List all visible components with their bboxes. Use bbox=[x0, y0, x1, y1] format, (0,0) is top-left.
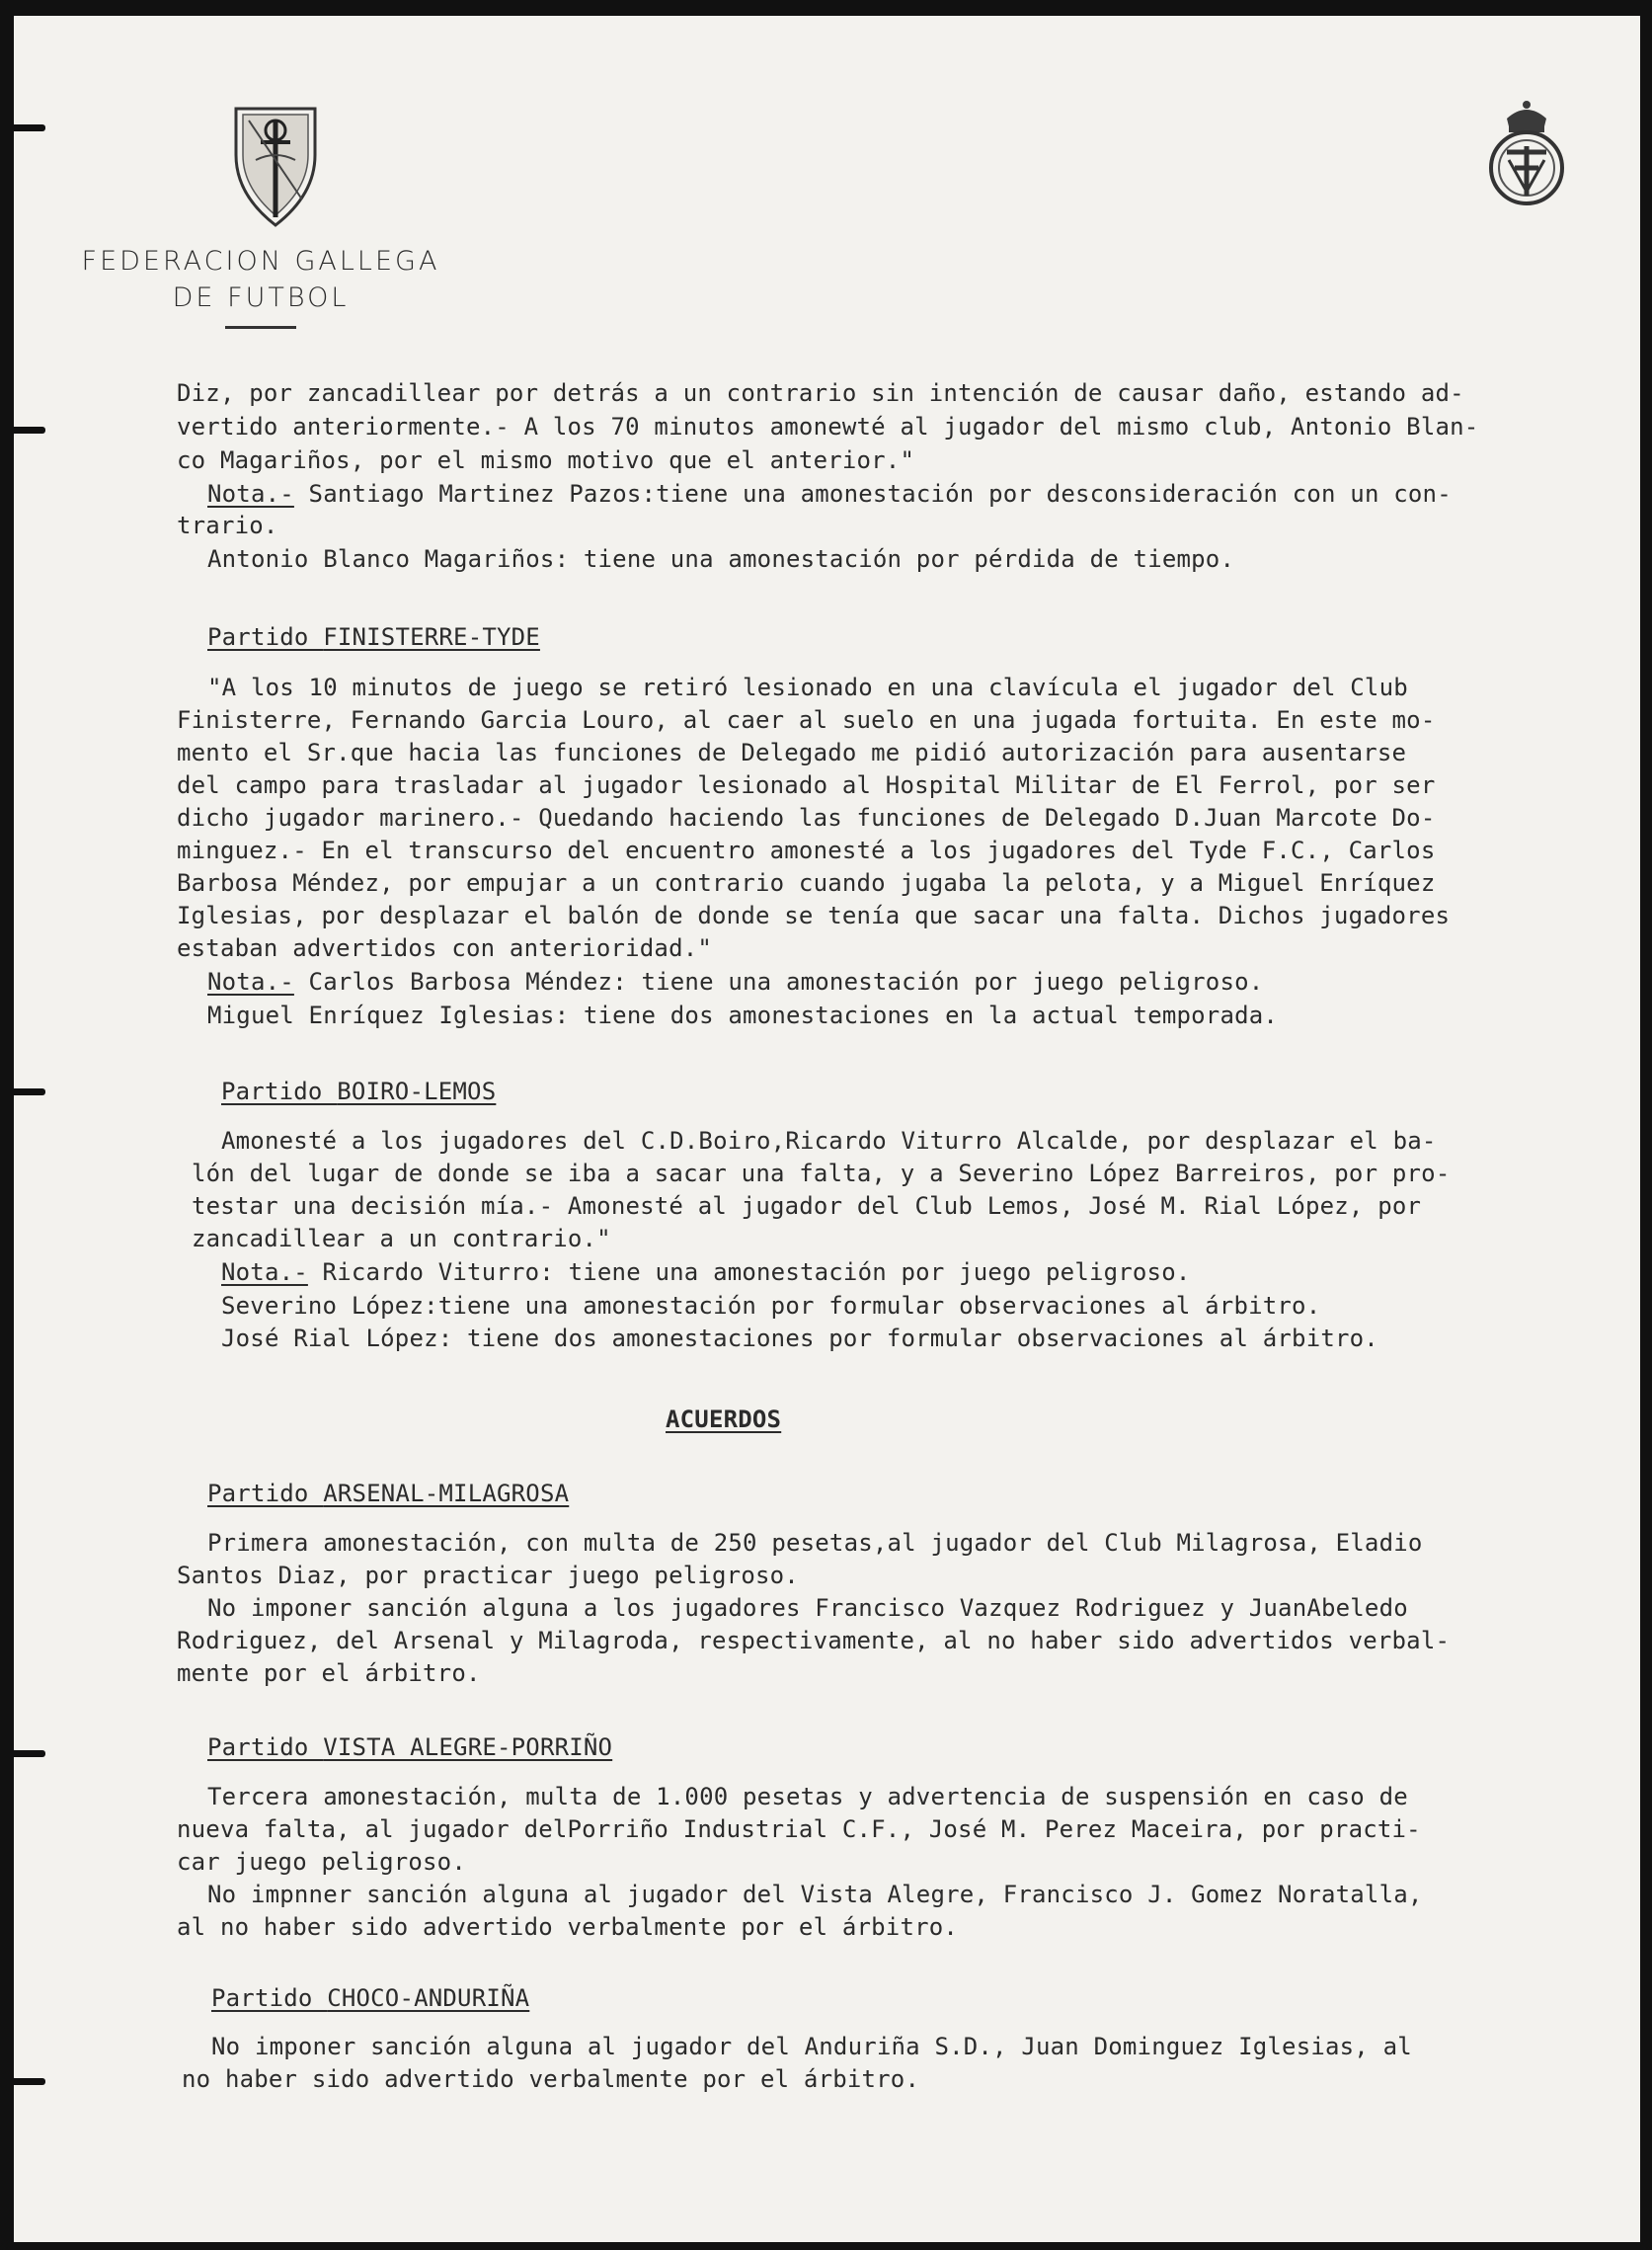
binder-hole-mark bbox=[14, 1750, 45, 1757]
body-line: mento el Sr.que hacia las funciones de Delegado me pidió autorización para ausentarse bbox=[177, 739, 1407, 766]
body-line: nueva falta, al jugador delPorriño Industrial C.F., José M. Perez Maceira, por practi- bbox=[177, 1815, 1421, 1843]
body-line: No impnner sanción alguna al jugador del Vista Alegre, Francisco J. Gomez Noratalla, bbox=[207, 1881, 1423, 1908]
body-line: Iglesias, por desplazar el balón de donde se tenía que sacar una falta. Dichos jugadores bbox=[177, 902, 1451, 929]
match-heading-arsenal-milagrosa bbox=[207, 1478, 569, 1510]
note-line bbox=[207, 966, 1263, 999]
royal-spanish-federation-crest-icon bbox=[1485, 97, 1568, 211]
body-line: del campo para trasladar al jugador lesionado al Hospital Militar de El Ferrol, por ser bbox=[177, 771, 1436, 799]
heading-match-name: BOIRO-LEMOS bbox=[337, 1078, 497, 1105]
body-line: lón del lugar de donde se iba a sacar una falta, y a Severino López Barreiros, por pro- bbox=[192, 1160, 1451, 1187]
federation-name-line1: FEDERACION GALLEGA bbox=[81, 246, 440, 277]
note-text: Santiago Martinez Pazos:tiene una amonestación por desconsideración con un con- bbox=[293, 480, 1452, 508]
note-text: Carlos Barbosa Méndez: tiene una amonestación por juego peligroso. bbox=[293, 968, 1264, 996]
match-heading-choco-andurina bbox=[211, 1982, 529, 2015]
heading-prefix: Partido bbox=[211, 1984, 328, 2012]
note-line bbox=[221, 1256, 1191, 1289]
galician-federation-crest-icon bbox=[231, 101, 320, 229]
note-line: Severino López:tiene una amonestación por formular observaciones al árbitro. bbox=[221, 1292, 1321, 1320]
body-line: Barbosa Méndez, por empujar a un contrario cuando jugaba la pelota, y a Miguel Enríquez bbox=[177, 869, 1436, 897]
body-line: "A los 10 minutos de juego se retiró lesionado en una clavícula el jugador del Club bbox=[207, 674, 1408, 701]
body-line: Santos Diaz, por practicar juego peligroso. bbox=[177, 1562, 799, 1589]
body-line: vertido anteriormente.- A los 70 minutos amonewté al jugador del mismo club, Antonio Blan- bbox=[177, 413, 1479, 441]
heading-match-name: VISTA ALEGRE-PORRIÑO bbox=[323, 1733, 613, 1761]
note-text: Ricardo Viturro: tiene una amonestación por juego peligroso. bbox=[307, 1258, 1191, 1286]
body-line: Finisterre, Fernando Garcia Louro, al caer al suelo en una jugada fortuita. En este mo- bbox=[177, 706, 1436, 734]
heading-prefix: Partido bbox=[221, 1078, 338, 1105]
letterhead bbox=[63, 101, 458, 329]
binder-hole-mark bbox=[14, 427, 45, 434]
body-line: dicho jugador marinero.- Quedando haciendo las funciones de Delegado D.Juan Marcote Do- bbox=[177, 804, 1436, 832]
note-line: trario. bbox=[177, 512, 278, 539]
heading-prefix: Partido bbox=[207, 623, 324, 651]
body-line: co Magariños, por el mismo motivo que el anterior." bbox=[177, 446, 915, 474]
body-line: Rodriguez, del Arsenal y Milagroda, respectivamente, al no haber sido advertidos verbal- bbox=[177, 1627, 1451, 1654]
body-line: Tercera amonestación, multa de 1.000 pesetas y advertencia de suspensión en caso de bbox=[207, 1783, 1408, 1810]
match-heading-finisterre-tyde bbox=[207, 621, 540, 654]
document-page bbox=[14, 16, 1640, 2242]
heading-match-name: ARSENAL-MILAGROSA bbox=[323, 1480, 570, 1507]
binder-hole-mark bbox=[14, 124, 45, 131]
acuerdos-heading: ACUERDOS bbox=[666, 1406, 782, 1433]
note-line bbox=[207, 478, 1452, 511]
body-line: Diz, por zancadillear por detrás a un contrario sin intención de causar daño, estando ad- bbox=[177, 379, 1464, 407]
body-line: al no haber sido advertido verbalmente por el árbitro. bbox=[177, 1913, 959, 1941]
note-line: Miguel Enríquez Iglesias: tiene dos amonestaciones en la actual temporada. bbox=[207, 1002, 1279, 1029]
body-line: zancadillear a un contrario." bbox=[192, 1225, 611, 1252]
binder-hole-mark bbox=[14, 2078, 45, 2085]
match-heading-vista-alegre-porrino bbox=[207, 1731, 612, 1764]
body-line: Primera amonestación, con multa de 250 pesetas,al jugador del Club Milagrosa, Eladio bbox=[207, 1529, 1423, 1557]
note-label: Nota.- bbox=[221, 1258, 308, 1286]
note-label: Nota.- bbox=[207, 480, 294, 508]
body-line: mente por el árbitro. bbox=[177, 1659, 481, 1687]
note-line: Antonio Blanco Magariños: tiene una amonestación por pérdida de tiempo. bbox=[207, 545, 1235, 573]
body-line: car juego peligroso. bbox=[177, 1848, 466, 1876]
body-line: Amonesté a los jugadores del C.D.Boiro,Ricardo Viturro Alcalde, por desplazar el ba- bbox=[221, 1127, 1437, 1155]
binder-hole-mark bbox=[14, 1088, 45, 1095]
federation-name-line2: DE FUTBOL bbox=[172, 282, 350, 313]
note-line: José Rial López: tiene dos amonestaciones por formular observaciones al árbitro. bbox=[221, 1325, 1378, 1352]
heading-prefix: Partido bbox=[207, 1480, 324, 1507]
letterhead-divider bbox=[225, 326, 296, 329]
body-line: minguez.- En el transcurso del encuentro amonesté a los jugadores del Tyde F.C., Carlos bbox=[177, 837, 1436, 864]
heading-match-name: FINISTERRE-TYDE bbox=[323, 623, 540, 651]
match-heading-boiro-lemos bbox=[221, 1076, 496, 1108]
body-line: No imponer sanción alguna a los jugadores Francisco Vazquez Rodriguez y JuanAbeledo bbox=[207, 1594, 1408, 1622]
body-line: testar una decisión mía.- Amonesté al jugador del Club Lemos, José M. Rial López, por bbox=[192, 1192, 1422, 1220]
body-line: estaban advertidos con anterioridad." bbox=[177, 934, 713, 962]
body-line: No imponer sanción alguna al jugador del Anduriña S.D., Juan Dominguez Iglesias, al bbox=[211, 2033, 1412, 2060]
heading-match-name: CHOCO-ANDURIÑA bbox=[327, 1984, 530, 2012]
heading-prefix: Partido bbox=[207, 1733, 324, 1761]
body-line: no haber sido advertido verbalmente por el árbitro. bbox=[182, 2065, 920, 2093]
note-label: Nota.- bbox=[207, 968, 294, 996]
